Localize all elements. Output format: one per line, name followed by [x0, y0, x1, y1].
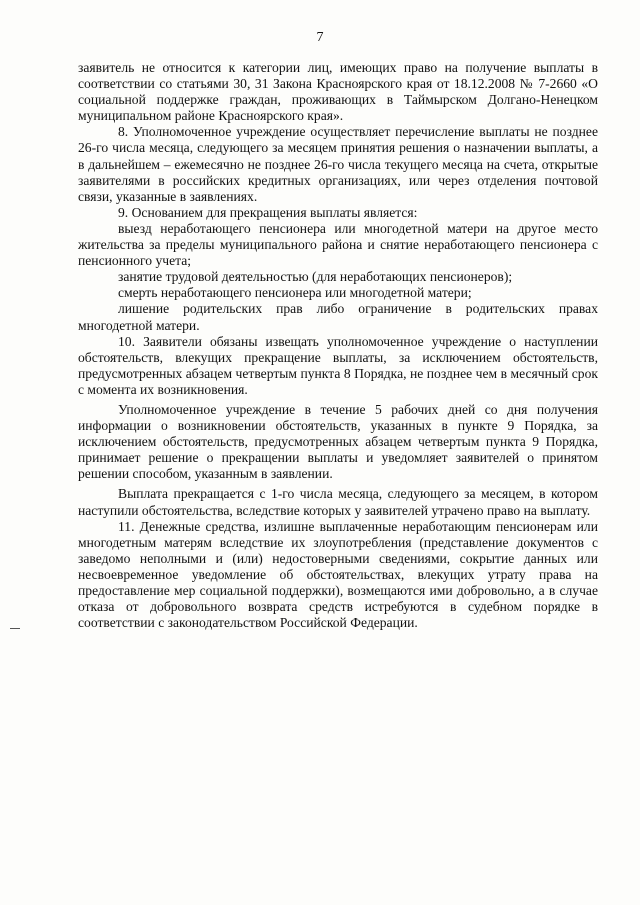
paragraph-9-item-death: смерть неработающего пенсионера или многодетной матери;	[118, 285, 472, 301]
paragraph-10: 10. Заявители обязаны извещать уполномоченное учреждение о наступлении обстоятельств, влекущих прекращение выплаты, за исключением обстоятельств, предусмотренных абзацем четвертым пункта 8 Порядка, не позднее чем в месячный срок с момента их возникновения.	[78, 333, 598, 397]
paragraph-9-heading: 9. Основанием для прекращения выплаты является:	[118, 204, 418, 220]
scan-mark	[10, 628, 20, 629]
paragraph-10-termination: Выплата прекращается с 1-го числа месяца, следующего за месяцем, в котором наступили обстоятельства, вследствие которых у заявителей утрачено право на выплату.	[78, 486, 598, 518]
paragraph-9-item-parental-rights: лишение родительских прав либо ограничение в родительских правах многодетной матери.	[78, 301, 598, 333]
document-body	[78, 60, 598, 631]
paragraph-9-item-relocation: выезд неработающего пенсионера или многодетной матери на другое место жительства за пределы муниципального района и снятие неработающего пенсионера с пенсионного учета;	[78, 220, 598, 269]
paragraph-9-item-employment: занятие трудовой деятельностью (для неработающих пенсионеров);	[118, 269, 513, 285]
paragraph-10-decision: Уполномоченное учреждение в течение 5 рабочих дней со дня получения информации о возникновении обстоятельств, указанных в пункте 9 Порядка, за исключением обстоятельств, предусмотренных абзацем четвертым пункта 9 Порядка, принимает решение о прекращении выплаты и уведомляет заявителей о принятом решении способом, указанным в заявлении.	[78, 401, 598, 482]
page-number: 7	[316, 30, 324, 45]
paragraph-8: 8. Уполномоченное учреждение осуществляет перечисление выплаты не позднее 26-го числа месяца, следующего за месяцем принятия решения о назначении выплаты, а в дальнейшем – ежемесячно не позднее 26-го числа текущего месяца на счета, открытые заявителями в российских кредитных организациях, или через отделения почтовой связи, указанные в заявлениях.	[78, 124, 598, 204]
paragraph-7-continuation: заявитель не относится к категории лиц, имеющих право на получение выплаты в соответствии со статьями 30, 31 Закона Красноярского края от 18.12.2008 № 7-2660 «О социальной поддержке граждан, проживающих в Таймырском Долгано-Ненецком муниципальном районе Красноярского края».	[78, 60, 598, 124]
paragraph-11: 11. Денежные средства, излишне выплаченные неработающим пенсионерам или многодетным матерям вследствие их злоупотребления (представление документов с заведомо неполными и (или) недостоверными сведениями, сокрытие данных или несвоевременное уведомление об обстоятельствах, влекущих утрату права на предоставление мер социальной поддержки), возмещаются ими добровольно, а в случае отказа от добровольного возврата средств истребуются в судебном порядке в соответствии с законодательством Российской Федерации.	[78, 518, 598, 631]
